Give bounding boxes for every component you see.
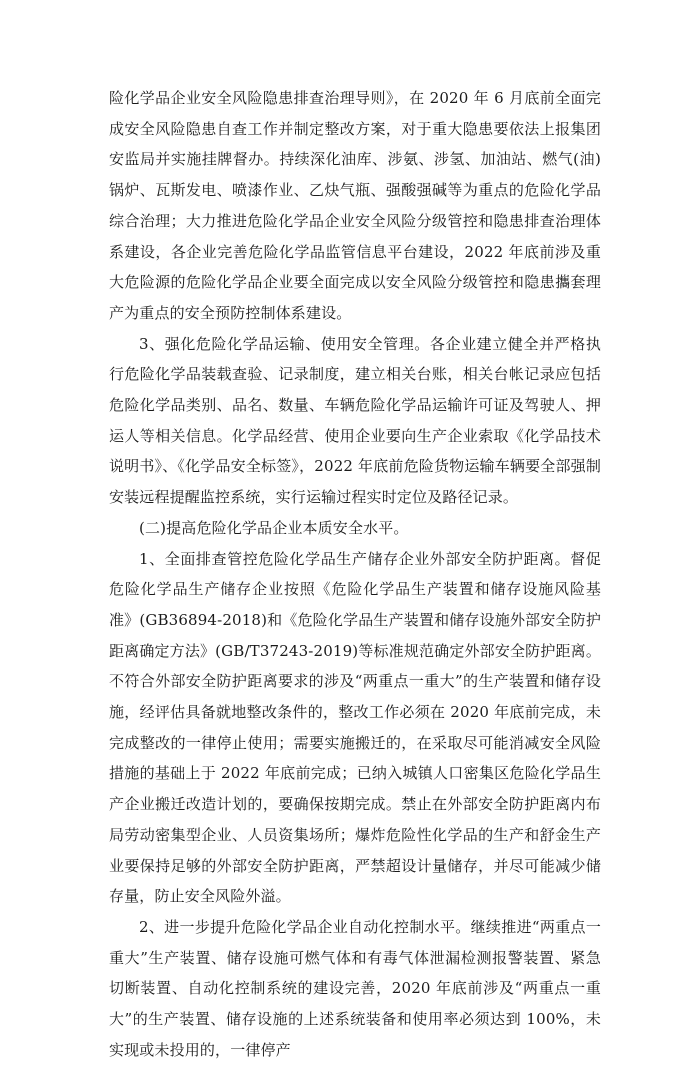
document-body <box>109 83 601 1066</box>
paragraph-2: 3、强化危险化学品运输、使用安全管理。各企业建立健全并严格执行危险化学品装载查验、记录制度，建立相关台账，相关台帐记录应包括危险化学品类别、品名、数量、车辆危险化学品运输许可证及驾驶人、押运人等相关信息。化学品经营、使用企业要向生产企业索取《化学品技术说明书》、《化学品安全标签》，2022 年底前危险货物运输车辆要全部强制安装远程提醒监控系统，实行运输过程实时定位及路径记录。 <box>109 334 601 507</box>
paragraph-1: 险化学品企业安全风险隐患排查治理导则》，在 2020 年 6 月底前全面完成安全风险隐患自查工作并制定整改方案，对于重大隐患要依法上报集团安监局并实施挂牌督办。持续深化油库、涉氨、涉氢、加油站、燃气(油)锅炉、瓦斯发电、喷漆作业、乙炔气瓶、强酸强碱等为重点的危险化学品综合治理；大力推进危险化学品企业安全风险分级管控和隐患排查治理体系建设，各企业完善危险化学品监管信息平台建设，2022 年底前涉及重大危险源的危险化学品企业要全面完成以安全风险分级管控和隐患攜套理产为重点的安全预防控制体系建设。 <box>109 89 601 322</box>
section-heading: (二)提高危险化学品企业本质安全水平。 <box>139 518 409 537</box>
paragraph-3: 1、全面排查管控危险化学品生产储存企业外部安全防护距离。督促危险化学品生产储存企业按照《危险化学品生产装置和储存设施风险基准》(GB36894-2018)和《危险化学品生产装置和储存设施外部安全防护距离确定方法》(GB/T37243-2019)等标准规范确定外部安全防护距离。不符合外部安全防护距离要求的涉及“两重点一重大”的生产装置和储存设施，经评估具备就地整改条件的，整改工作必须在 2020 年底前完成，未完成整改的一律停止使用；需要实施搬迁的，在采取尽可能消减安全风险措施的基础上于 2022 年底前完成；已纳入城镇人口密集区危险化学品生产企业搬迁改造计划的，要确保按期完成。禁止在外部安全防护距离内布局劳动密集型企业、人员资集场所；爆炸危险性化学品的生产和舒金生产业要保持足够的外部安全防护距离，严禁超设计量储存，并尽可能减少储存量，防止安全风险外溢。 <box>109 549 601 906</box>
paragraph-4: 2、进一步提升危险化学品企业自动化控制水平。继续推进“两重点一重大”生产装置、储存设施可燃气体和有毒气体泄漏检测报警装置、紧急切断装置、自动化控制系统的建设完善，2020 年底前涉及“两重点一重大”的生产装置、储存设施的上述系统装备和使用率必须达到 100%，未实现或未投用的，一律停产 <box>109 917 601 1059</box>
